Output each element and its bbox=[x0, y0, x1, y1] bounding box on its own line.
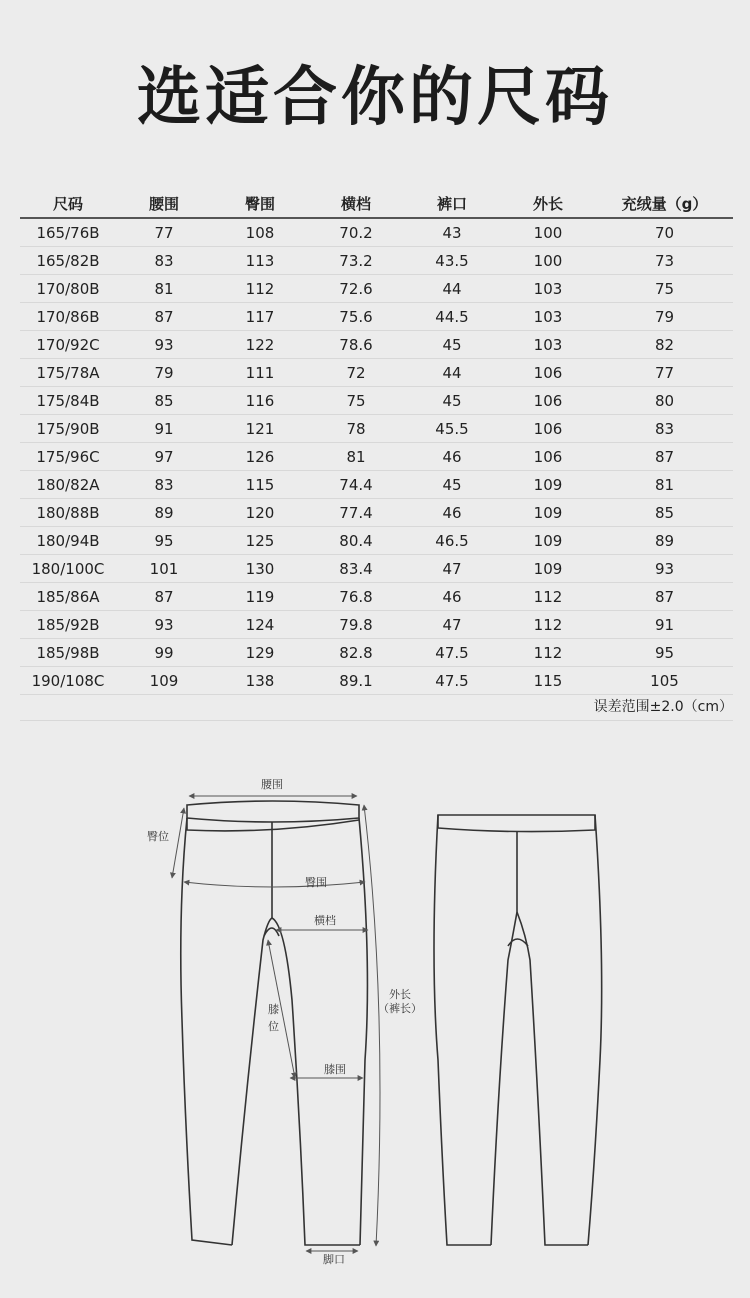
table-row bbox=[20, 415, 733, 443]
label-knee: 膝围 bbox=[324, 1063, 346, 1076]
table-row bbox=[20, 583, 733, 611]
table-cell: 72.6 bbox=[308, 275, 404, 303]
table-cell: 180/88B bbox=[20, 499, 116, 527]
table-cell: 91 bbox=[596, 611, 733, 639]
page-title: 选适合你的尺码 bbox=[137, 61, 613, 135]
table-cell: 165/82B bbox=[20, 247, 116, 275]
table-cell: 106 bbox=[500, 387, 596, 415]
table-cell: 75 bbox=[308, 387, 404, 415]
table-cell: 116 bbox=[212, 387, 308, 415]
table-cell: 44 bbox=[404, 359, 500, 387]
table-cell: 119 bbox=[212, 583, 308, 611]
table-cell: 93 bbox=[116, 331, 212, 359]
table-cell: 79 bbox=[116, 359, 212, 387]
label-knee-position-2: 位 bbox=[268, 1020, 279, 1033]
table-cell: 77 bbox=[596, 359, 733, 387]
table-row bbox=[20, 218, 733, 247]
table-cell: 95 bbox=[596, 639, 733, 667]
table-cell: 79 bbox=[596, 303, 733, 331]
table-row bbox=[20, 359, 733, 387]
table-cell: 91 bbox=[116, 415, 212, 443]
table-cell: 170/92C bbox=[20, 331, 116, 359]
table-cell: 82 bbox=[596, 331, 733, 359]
label-knee-position-1: 膝 bbox=[268, 1003, 279, 1016]
table-cell: 46 bbox=[404, 499, 500, 527]
label-hem: 脚口 bbox=[323, 1253, 345, 1266]
table-cell: 46 bbox=[404, 443, 500, 471]
table-cell: 75.6 bbox=[308, 303, 404, 331]
pants-measurement-diagram bbox=[0, 760, 750, 1270]
table-row bbox=[20, 247, 733, 275]
table-cell: 122 bbox=[212, 331, 308, 359]
column-header: 横档 bbox=[308, 190, 404, 218]
table-cell: 170/86B bbox=[20, 303, 116, 331]
table-cell: 81 bbox=[116, 275, 212, 303]
table-cell: 97 bbox=[116, 443, 212, 471]
table-cell: 89 bbox=[116, 499, 212, 527]
table-cell: 180/82A bbox=[20, 471, 116, 499]
table-cell: 93 bbox=[596, 555, 733, 583]
table-cell: 180/100C bbox=[20, 555, 116, 583]
table-cell: 83 bbox=[596, 415, 733, 443]
table-cell: 185/92B bbox=[20, 611, 116, 639]
table-cell: 85 bbox=[116, 387, 212, 415]
table-cell: 101 bbox=[116, 555, 212, 583]
table-row bbox=[20, 331, 733, 359]
table-cell: 100 bbox=[500, 218, 596, 247]
label-hip: 臀围 bbox=[305, 876, 327, 889]
label-hip-position: 臀位 bbox=[147, 830, 169, 843]
table-cell: 109 bbox=[500, 499, 596, 527]
table-cell: 180/94B bbox=[20, 527, 116, 555]
table-cell: 73.2 bbox=[308, 247, 404, 275]
column-header: 臀围 bbox=[212, 190, 308, 218]
table-cell: 138 bbox=[212, 667, 308, 695]
table-cell: 103 bbox=[500, 303, 596, 331]
table-cell: 43 bbox=[404, 218, 500, 247]
table-cell: 70.2 bbox=[308, 218, 404, 247]
table-cell: 106 bbox=[500, 359, 596, 387]
table-row bbox=[20, 471, 733, 499]
table-cell: 117 bbox=[212, 303, 308, 331]
table-cell: 83 bbox=[116, 247, 212, 275]
label-crotch: 横档 bbox=[314, 914, 336, 927]
table-cell: 170/80B bbox=[20, 275, 116, 303]
table-cell: 77 bbox=[116, 218, 212, 247]
table-cell: 111 bbox=[212, 359, 308, 387]
table-cell: 106 bbox=[500, 415, 596, 443]
table-cell: 87 bbox=[596, 583, 733, 611]
table-cell: 87 bbox=[116, 583, 212, 611]
table-cell: 93 bbox=[116, 611, 212, 639]
table-cell: 44.5 bbox=[404, 303, 500, 331]
table-cell: 99 bbox=[116, 639, 212, 667]
table-cell: 72 bbox=[308, 359, 404, 387]
table-body bbox=[20, 218, 733, 695]
column-header: 外长 bbox=[500, 190, 596, 218]
table-row bbox=[20, 443, 733, 471]
table-row bbox=[20, 667, 733, 695]
table-cell: 109 bbox=[116, 667, 212, 695]
table-cell: 103 bbox=[500, 275, 596, 303]
tolerance-note: 误差范围±2.0（cm） bbox=[20, 694, 733, 721]
table-cell: 175/84B bbox=[20, 387, 116, 415]
table-cell: 80 bbox=[596, 387, 733, 415]
table-cell: 126 bbox=[212, 443, 308, 471]
table-cell: 109 bbox=[500, 471, 596, 499]
table-cell: 120 bbox=[212, 499, 308, 527]
table-row bbox=[20, 303, 733, 331]
table-cell: 175/78A bbox=[20, 359, 116, 387]
back-pants-outline bbox=[434, 815, 602, 1245]
table-cell: 175/96C bbox=[20, 443, 116, 471]
table-cell: 87 bbox=[116, 303, 212, 331]
table-cell: 83.4 bbox=[308, 555, 404, 583]
table-cell: 82.8 bbox=[308, 639, 404, 667]
table-cell: 165/76B bbox=[20, 218, 116, 247]
table-row bbox=[20, 639, 733, 667]
table-cell: 89.1 bbox=[308, 667, 404, 695]
table-cell: 112 bbox=[500, 639, 596, 667]
table-row bbox=[20, 611, 733, 639]
table-cell: 47 bbox=[404, 555, 500, 583]
table-cell: 78.6 bbox=[308, 331, 404, 359]
table-cell: 81 bbox=[308, 443, 404, 471]
table-cell: 115 bbox=[500, 667, 596, 695]
column-header: 裤口 bbox=[404, 190, 500, 218]
table-cell: 103 bbox=[500, 331, 596, 359]
table-cell: 44 bbox=[404, 275, 500, 303]
table-cell: 113 bbox=[212, 247, 308, 275]
table-row bbox=[20, 527, 733, 555]
table-cell: 112 bbox=[212, 275, 308, 303]
table-cell: 45 bbox=[404, 387, 500, 415]
table-row bbox=[20, 499, 733, 527]
label-outer-length-2: （裤长） bbox=[378, 1002, 422, 1015]
table-cell: 81 bbox=[596, 471, 733, 499]
table-cell: 70 bbox=[596, 218, 733, 247]
size-table bbox=[20, 190, 733, 695]
table-cell: 79.8 bbox=[308, 611, 404, 639]
table-cell: 115 bbox=[212, 471, 308, 499]
table-cell: 105 bbox=[596, 667, 733, 695]
table-cell: 106 bbox=[500, 443, 596, 471]
table-cell: 77.4 bbox=[308, 499, 404, 527]
table-cell: 75 bbox=[596, 275, 733, 303]
table-cell: 190/108C bbox=[20, 667, 116, 695]
column-header: 尺码 bbox=[20, 190, 116, 218]
table-header-row bbox=[20, 190, 733, 218]
label-waist: 腰围 bbox=[261, 778, 283, 791]
label-outer-length-1: 外长 bbox=[389, 988, 411, 1001]
table-row bbox=[20, 387, 733, 415]
table-row bbox=[20, 555, 733, 583]
table-cell: 121 bbox=[212, 415, 308, 443]
table-cell: 112 bbox=[500, 583, 596, 611]
table-cell: 45 bbox=[404, 331, 500, 359]
table-cell: 45 bbox=[404, 471, 500, 499]
table-cell: 45.5 bbox=[404, 415, 500, 443]
table-cell: 129 bbox=[212, 639, 308, 667]
table-row bbox=[20, 275, 733, 303]
table-cell: 74.4 bbox=[308, 471, 404, 499]
table-cell: 43.5 bbox=[404, 247, 500, 275]
table-cell: 78 bbox=[308, 415, 404, 443]
table-cell: 46.5 bbox=[404, 527, 500, 555]
table-cell: 76.8 bbox=[308, 583, 404, 611]
table-cell: 109 bbox=[500, 527, 596, 555]
table-cell: 47 bbox=[404, 611, 500, 639]
column-header: 充绒量（g） bbox=[596, 190, 733, 218]
table-cell: 124 bbox=[212, 611, 308, 639]
table-cell: 83 bbox=[116, 471, 212, 499]
table-cell: 109 bbox=[500, 555, 596, 583]
table-cell: 130 bbox=[212, 555, 308, 583]
table-cell: 185/86A bbox=[20, 583, 116, 611]
table-cell: 73 bbox=[596, 247, 733, 275]
table-cell: 185/98B bbox=[20, 639, 116, 667]
table-cell: 80.4 bbox=[308, 527, 404, 555]
table-cell: 95 bbox=[116, 527, 212, 555]
table-cell: 47.5 bbox=[404, 639, 500, 667]
table-cell: 47.5 bbox=[404, 667, 500, 695]
table-cell: 89 bbox=[596, 527, 733, 555]
table-cell: 100 bbox=[500, 247, 596, 275]
column-header: 腰围 bbox=[116, 190, 212, 218]
table-cell: 175/90B bbox=[20, 415, 116, 443]
table-cell: 125 bbox=[212, 527, 308, 555]
table-cell: 108 bbox=[212, 218, 308, 247]
table-cell: 87 bbox=[596, 443, 733, 471]
table-cell: 85 bbox=[596, 499, 733, 527]
table-cell: 46 bbox=[404, 583, 500, 611]
table-cell: 112 bbox=[500, 611, 596, 639]
